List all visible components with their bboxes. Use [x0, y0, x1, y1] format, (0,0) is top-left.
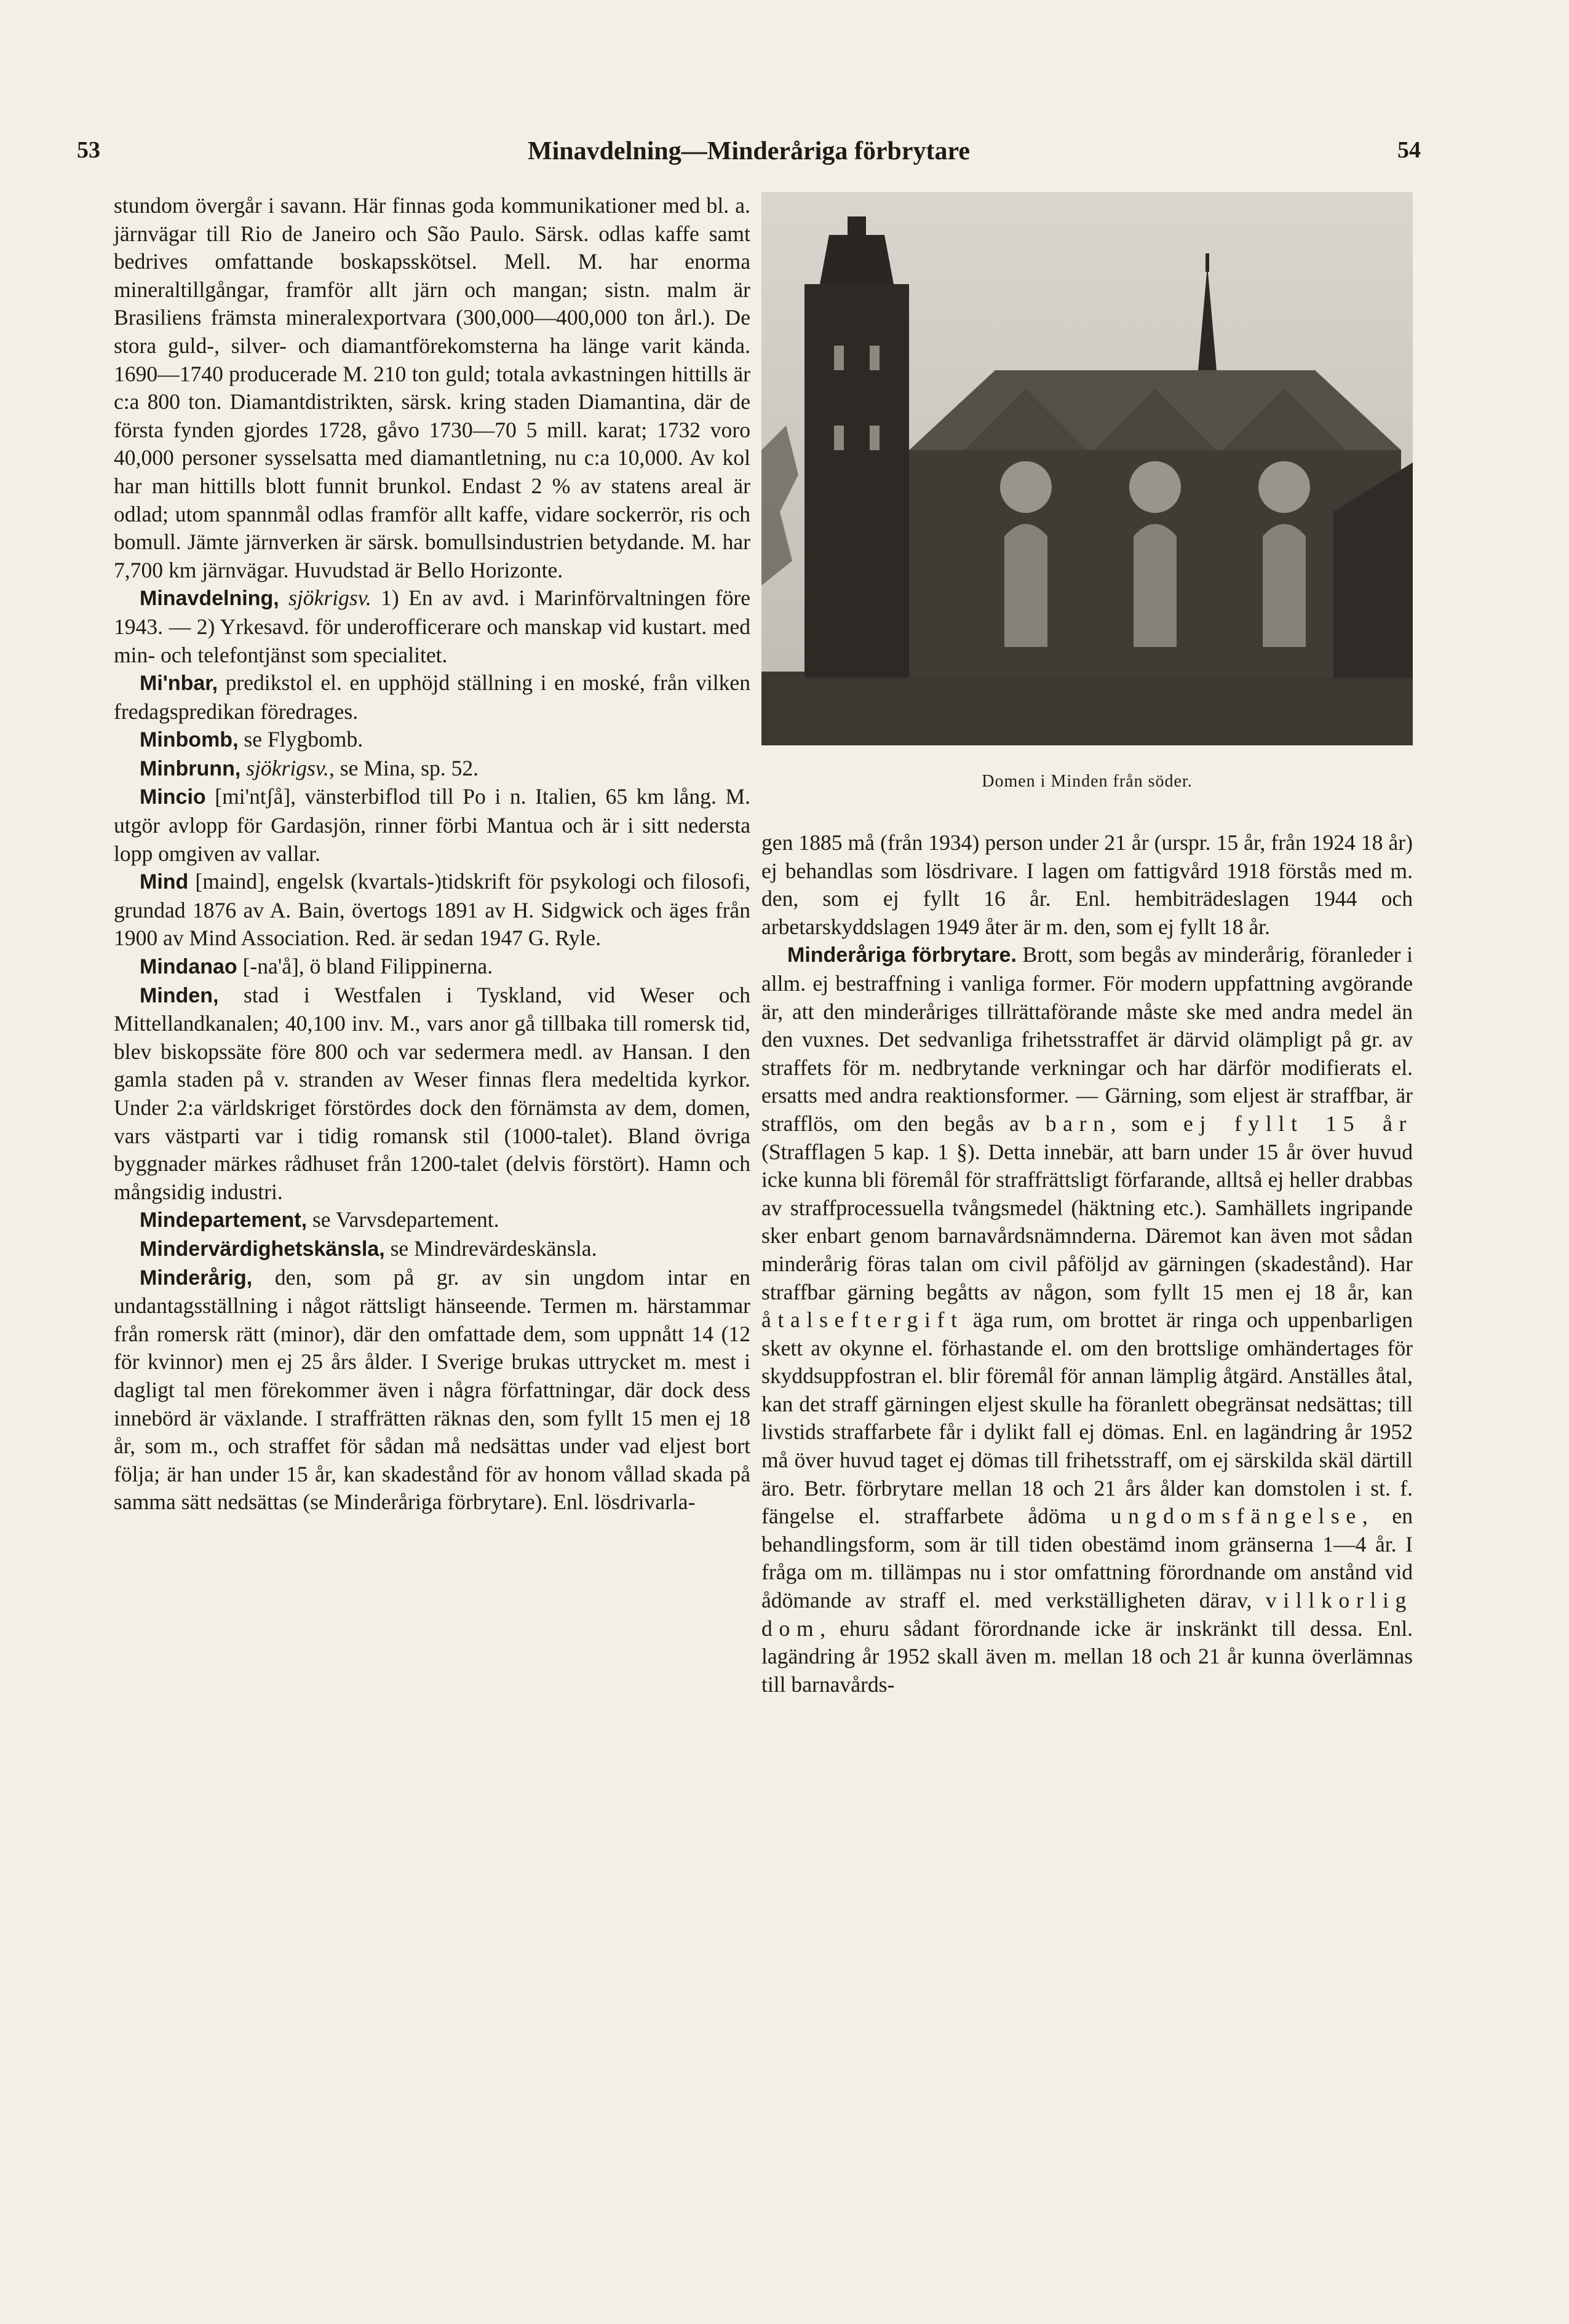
entry-text: 1) En av avd. i Marinförvaltningen före 1943. — 2) Yrkesavd. för underofficerare och manskap vid kustart. med min- och telefontjänst som specialitet. — [114, 585, 750, 667]
entry-continuation: stundom övergår i savann. Här finnas goda kommunikationer med bl. a. järnvägar till Rio de Janeiro och São Paulo. Särsk. odlas kaffe samt bedrives omfattande boskapsskötsel. Mell. M. har enorma mineraltillgångar, framför allt järn och mangan; sistn. malm är Brasiliens främsta mineralexportvara (300,000—400,000 ton årl.). De stora guld-, silver- och diamantförekomsterna ha länge varit kända. 1690—1740 producerade M. 210 ton guld; totala avkastningen hittills är c:a 800 ton. Diamantdistrikten, särsk. kring staden Diamantina, där de första fynden gjordes 1728, gåvo 1730—70 5 mill. karat; 1732 voro 40,000 personer sysselsatta med diamantletning, nu c:a 10,000. Av kol har man hittills blott funnit brunkol. Endast 2 % av statens areal är odlad; utom spannmål odlas framför allt kaffe, vidare sockerrör, ris och bomull. Jämte järnverken är särsk. bomullsindustrien betydande. M. har 7,700 km järnvägar. Huvudstad är Bello Horizonte. — [114, 193, 750, 582]
spaced-term: åtalseftergift — [761, 1307, 964, 1333]
entry-text: se Flygbomb. — [238, 727, 363, 752]
figure-caption: Domen i Minden från söder. — [982, 772, 1193, 791]
headword: Minden, — [140, 983, 219, 1007]
entry-text: [maind], engelsk (kvartals-)tidskrift för psykologi och filosofi, grundad 1876 av A. Bain, övertogs 1891 av H. Sidgwick och äges från 1900 av Mind Association. Red. är sedan 1947 G. Ryle. — [114, 869, 750, 951]
figure — [761, 192, 1413, 807]
entry-text: den, som på gr. av sin ungdom intar en undantagsställning i något rättsligt hänseende. Termen m. härstammar från romersk rätt (minor), där den omfattade dem, som uppnått 14 (12 för kvinnor) men ej 25 års ålder. I Sverige brukas uttrycket m. mest i dagligt tal men förekommer även i några författningar, där dock dess innebörd är växlande. I straffrätten räknas den, som fyllt 15 men ej 18 år, som m., och straffet för sådan må nedsättas under vad eljest bort följa; är han under 15 år, kan skadestånd för av honom vållad skada på samma sätt nedsättas (se Minderåriga förbrytare). Enl. lösdrivarla- — [114, 1264, 750, 1515]
entry-minbar — [114, 669, 750, 726]
entry-mindanao — [114, 953, 750, 982]
entry-text: , ehuru sådant förordnande icke är inskränkt till dessa. Enl. lagändring år 1952 skall även m. mellan 18 och 21 år kunna överlämnas till barnavårds- — [761, 1616, 1413, 1697]
spaced-term: ungdomsfängelse — [1110, 1504, 1362, 1529]
entry-minbomb — [114, 726, 750, 755]
entry-minavdelning — [114, 584, 750, 669]
entry-mindervardighetskansla — [114, 1235, 750, 1264]
entry-text: (Strafflagen 5 kap. 1 §). Detta innebär, att barn under 15 år över huvud icke kunna bli föremål för straffrättsligt förfarande, alltså ej heller drabbas av straffprocessuella tvångsmedel (häktning etc.). Samhällets ingripande sker enbart genom barnavårdsnämnderna. Däremot kan även mot sådan minderårig föras talan om civil påföljd av gärningen (skadestånd). Har straffbar gärning begåtts av någon, som fyllt 15 men ej 18 år, kan — [761, 1139, 1413, 1304]
headword: Minbomb, — [140, 728, 239, 752]
subject-label: sjökrigsv. — [246, 755, 329, 780]
spaced-term: villkorlig dom — [761, 1588, 1413, 1641]
entry-text: se Mindrevärdeskänsla. — [384, 1235, 597, 1261]
entry-text: , som — [1110, 1111, 1184, 1136]
headword: Mindanao — [140, 955, 237, 979]
entry-mind — [114, 868, 750, 953]
entry-minderarig — [114, 1264, 750, 1517]
entry-text: , en behandlingsform, som är till tiden obestämd inom gränserna 1—4 år. I fråga om m. tillämpas nu i stor omfattning förordnande om anstånd vid ådömande av straff el. med verkställigheten därav, — [761, 1504, 1413, 1613]
entry-text: , se Mina, sp. 52. — [328, 755, 479, 780]
headword: Mincio — [140, 785, 206, 809]
headword: Mindepartement, — [140, 1208, 308, 1232]
entry-text: Brott, som begås av minderårig, föranleder i allm. ej bestraffning i vanliga former. För modern uppfattning avgörande är, att den minderåriges tillrättaförande måste ske med andra medel än den vuxnes. Det sedvanliga frihetsstraffet är därvid olämpligt på gr. av straffets för m. nedbrytande verkningar och har därför modifierats el. ersatts med andra reaktionsformer. — Gärning, som eljest är straffbar, är strafflös, om den begås av — [761, 942, 1413, 1136]
entry-minden — [114, 982, 750, 1207]
entry-mincio — [114, 783, 750, 868]
headword: Mind — [140, 870, 189, 894]
entry-text: [-na'å], ö bland Filippinerna. — [237, 954, 493, 979]
cathedral-photo — [761, 192, 1413, 745]
headword: Minderåriga förbrytare. — [787, 943, 1017, 967]
headword: Mindervärdighetskänsla, — [140, 1237, 385, 1261]
left-column — [114, 192, 750, 1517]
entry-minbrunn — [114, 755, 750, 783]
subject-label: sjökrigsv. — [288, 585, 371, 611]
entry-minderariga-forbrytare — [761, 941, 1413, 1699]
entry-text: äga rum, om brottet är ringa och uppenbarligen skett av okynne el. förhastande el. om den brottslige omhändertages för skyddsuppfostran el. blir föremål för annan lämplig åtgärd. Anställes åtal, kan det straff gärningen eljest skulle ha föranlett obegränsat nedsättas; till livstids straffarbete får i dylikt fall ej dömas. Enl. en lagändring år 1952 må över huvud taget ej dömas till frihetsstraff, om ej särskilda skäl därtill äro. Betr. förbrytare mellan 18 och 21 års ålder kan domstolen i st. f. fängelse el. straffarbete ådöma — [761, 1307, 1413, 1529]
entry-mindepartement — [114, 1206, 750, 1235]
spaced-term: ej fyllt 15 år — [1183, 1111, 1413, 1136]
page-header — [77, 137, 1421, 173]
spaced-term: barn — [1045, 1111, 1111, 1136]
headword: Minavdelning, — [140, 587, 279, 611]
entry-continuation: gen 1885 må (från 1934) person under 21 år (urspr. 15 år, från 1924 18 år) ej behandlas som lösdrivare. I lagen om fattigvård 1918 förstås med m. den, som ej fyllt 16 år. Enl. hembiträdeslagen 1944 och arbetarskyddslagen 1949 åter är m. den, som ej fyllt 18 år. — [761, 830, 1413, 939]
running-title: Minavdelning—Minderåriga förbrytare — [528, 137, 970, 165]
entry-text: [mi'ntʃå], vänsterbiflod till Po i n. Italien, 65 km lång. M. utgör avlopp för Gardasjön, rinner förbi Mantua och är i sitt nedersta lopp omgiven av vallar. — [114, 784, 750, 866]
page-number-left: 53 — [77, 137, 100, 163]
entry-text: predikstol el. en upphöjd ställning i en moské, från vilken fredagspredikan föredrages. — [114, 670, 750, 724]
page-number-right: 54 — [1397, 137, 1421, 163]
right-column — [761, 192, 1413, 1699]
headword: Minbrunn, — [140, 756, 241, 780]
headword: Minderårig, — [140, 1266, 253, 1290]
entry-text: se Varvsdepartement. — [307, 1207, 499, 1232]
headword: Mi'nbar, — [140, 672, 218, 696]
entry-text: stad i Westfalen i Tyskland, vid Weser och Mittellandkanalen; 40,100 inv. M., vars anor gå tillbaka till romersk tid, blev biskopssäte före 800 och var sedermera medl. av Hansan. I den gamla staden på v. stranden av Weser finnas flera medeltida kyrkor. Under 2:a världskriget förstördes dock den förnämsta av dem, domen, vars västparti var i tidig romansk stil (1000-talet). Bland övriga byggnader märkes rådhuset från 1200-talet (delvis förstört). Hamn och mångsidig industri. — [114, 982, 750, 1204]
